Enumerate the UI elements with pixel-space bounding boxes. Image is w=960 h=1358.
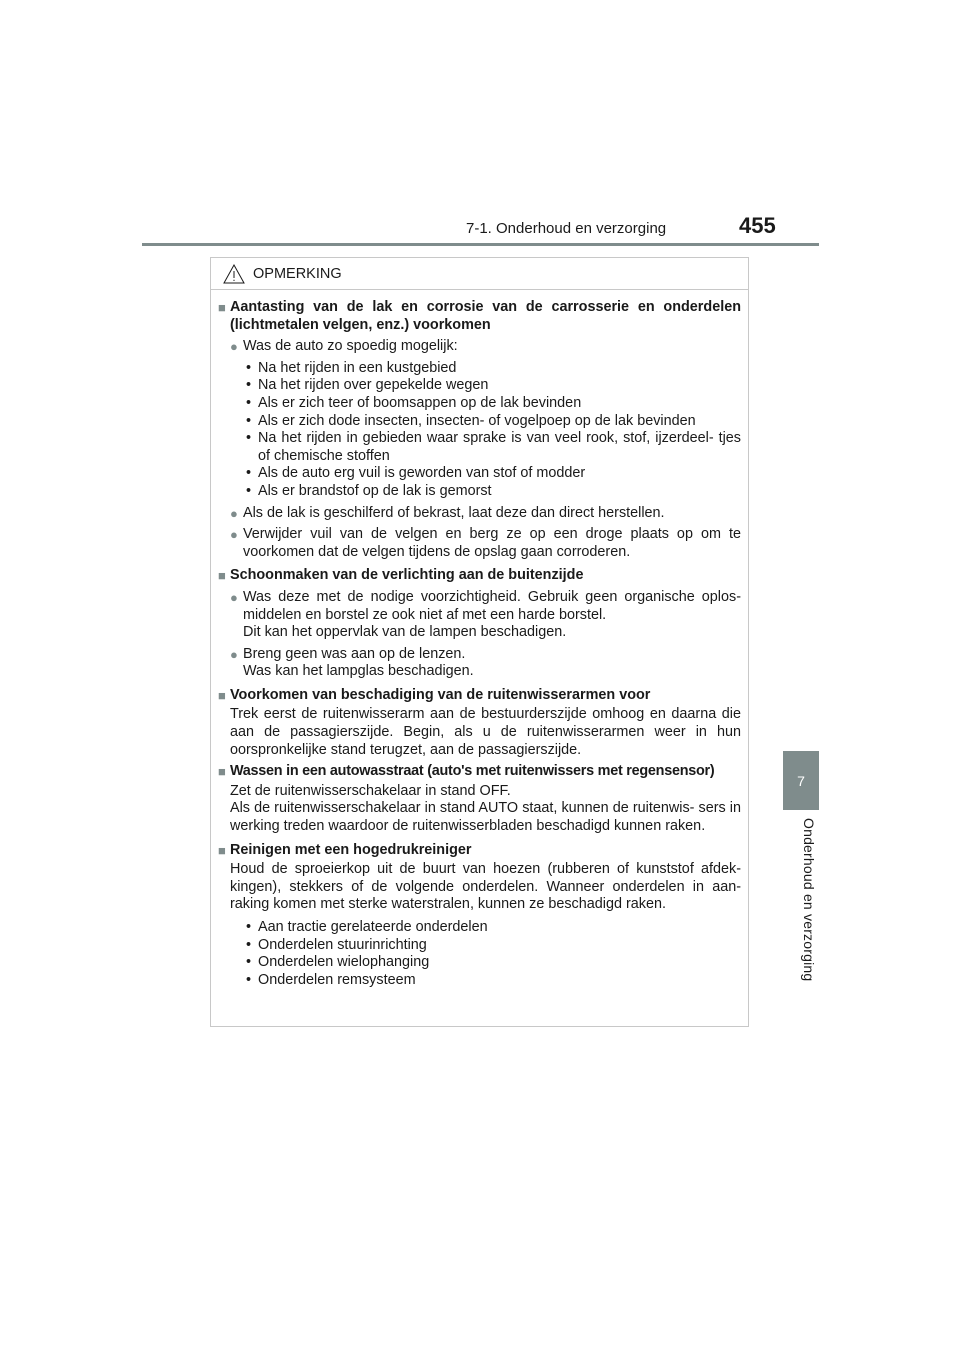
square-bullet-icon: ■ [218,687,226,703]
section-title: ■ Wassen in een autowasstraat (auto's met ruitenwissers met regensensor) [218,763,715,780]
chapter-tab [783,751,819,810]
section-paint-corrosion [218,299,741,561]
list-item: • Onderdelen wielophanging [246,954,430,971]
list-item: • Als er brandstof op de lak is gemorst [246,482,492,499]
note-body [211,290,748,989]
list-item: • Na het rijden in gebieden waar sprake is van veel rook, stof, ijzerdeel- tjes of chemische stoffen [246,430,741,464]
list-item: • Als er zich teer of boomsappen op de lak bevinden [246,394,582,411]
section-wiper-arms [218,687,741,759]
warning-icon [223,264,245,284]
section-title: ■ Schoonmaken van de verlichting aan de buitenzijde [218,567,584,584]
dot-bullet-icon: ● [230,505,238,521]
square-bullet-icon: ■ [218,568,226,584]
dot-bullet-icon: ● [230,339,238,355]
section-title: ■ Aantasting van de lak en corrosie van de carrosserie en onderdelen (lichtmetalen velgen, enz.) voorkomen [218,299,741,333]
bullet-list [230,919,741,989]
section-pressure-washer [218,842,741,990]
note-box [210,257,749,1027]
section-title: ■ Voorkomen van beschadiging van de ruitenwisserarmen voor [218,686,651,703]
paragraph: Trek eerst de ruitenwisserarm aan de bestuurderszijde omhoog en daarna die aan de passagierszijde. Begin, als u de ruitenwisserarmen weer in hun oorspronkelijke stand terugzet, aan de passagierszijde. [230,706,741,758]
list-item: • Als er zich dode insecten, insecten- of vogelpoep op de lak bevinden [246,412,696,429]
paragraph: Houd de sproeierkop uit de buurt van hoezen (rubberen of kunststof afdek- kingen), stekkers of de volgende onderdelen. Wanneer onderdelen in aan- raking komen met sterke waterstralen, kunnen ze beschadigd raken. [230,861,741,913]
header-section-title: 7-1. Onderhoud en verzorging [466,220,667,237]
note-header [211,258,748,290]
dot-bullet-icon: ● [230,646,238,662]
list-item: ● Breng geen was aan op de lenzen. Was kan het lampglas beschadigen. [230,645,474,680]
list-item: ● Was de auto zo spoedig mogelijk: [230,338,458,355]
bullet-list [230,360,741,501]
paragraph: Als de ruitenwisserschakelaar in stand AUTO staat, kunnen de ruitenwis- sers in werking treden waardoor de ruitenwisserbladen beschadigd kunnen raken. [230,800,741,835]
chapter-number: 7 [797,772,805,789]
section-title: ■ Reinigen met een hogedrukreiniger [218,841,472,858]
section-lights-cleaning [218,567,741,681]
square-bullet-icon: ■ [218,764,226,780]
dot-bullet-icon: ● [230,527,238,543]
list-item: ● Verwijder vuil van de velgen en berg ze op een droge plaats op om te voorkomen dat de velgen tijdens de opslag gaan corroderen. [230,526,741,560]
note-title: OPMERKING [253,265,342,282]
page-number: 455 [739,213,776,238]
square-bullet-icon: ■ [218,842,226,858]
list-item: ● Was deze met de nodige voorzichtigheid. Gebruik geen organische oplos- middelen en borstel ze ook niet af met een harde borstel. Dit kan het oppervlak van de lampen beschadigen. [230,588,741,641]
list-item: • Na het rijden in een kustgebied [246,359,457,376]
list-item: ● Als de lak is geschilferd of bekrast, laat deze dan direct herstellen. [230,504,665,521]
square-bullet-icon: ■ [218,300,226,315]
chapter-label: Onderhoud en verzorging [801,818,817,982]
list-item: • Na het rijden over gepekelde wegen [246,377,489,394]
list-item: • Onderdelen stuurinrichting [246,936,427,953]
paragraph: Zet de ruitenwisserschakelaar in stand OFF. [230,782,511,799]
section-car-wash [218,763,741,835]
header-rule [142,243,819,246]
dot-bullet-icon: ● [230,589,238,605]
list-item: • Aan tractie gerelateerde onderdelen [246,919,488,935]
list-item: • Als de auto erg vuil is geworden van stof of modder [246,465,586,482]
list-item: • Onderdelen remsysteem [246,971,416,988]
